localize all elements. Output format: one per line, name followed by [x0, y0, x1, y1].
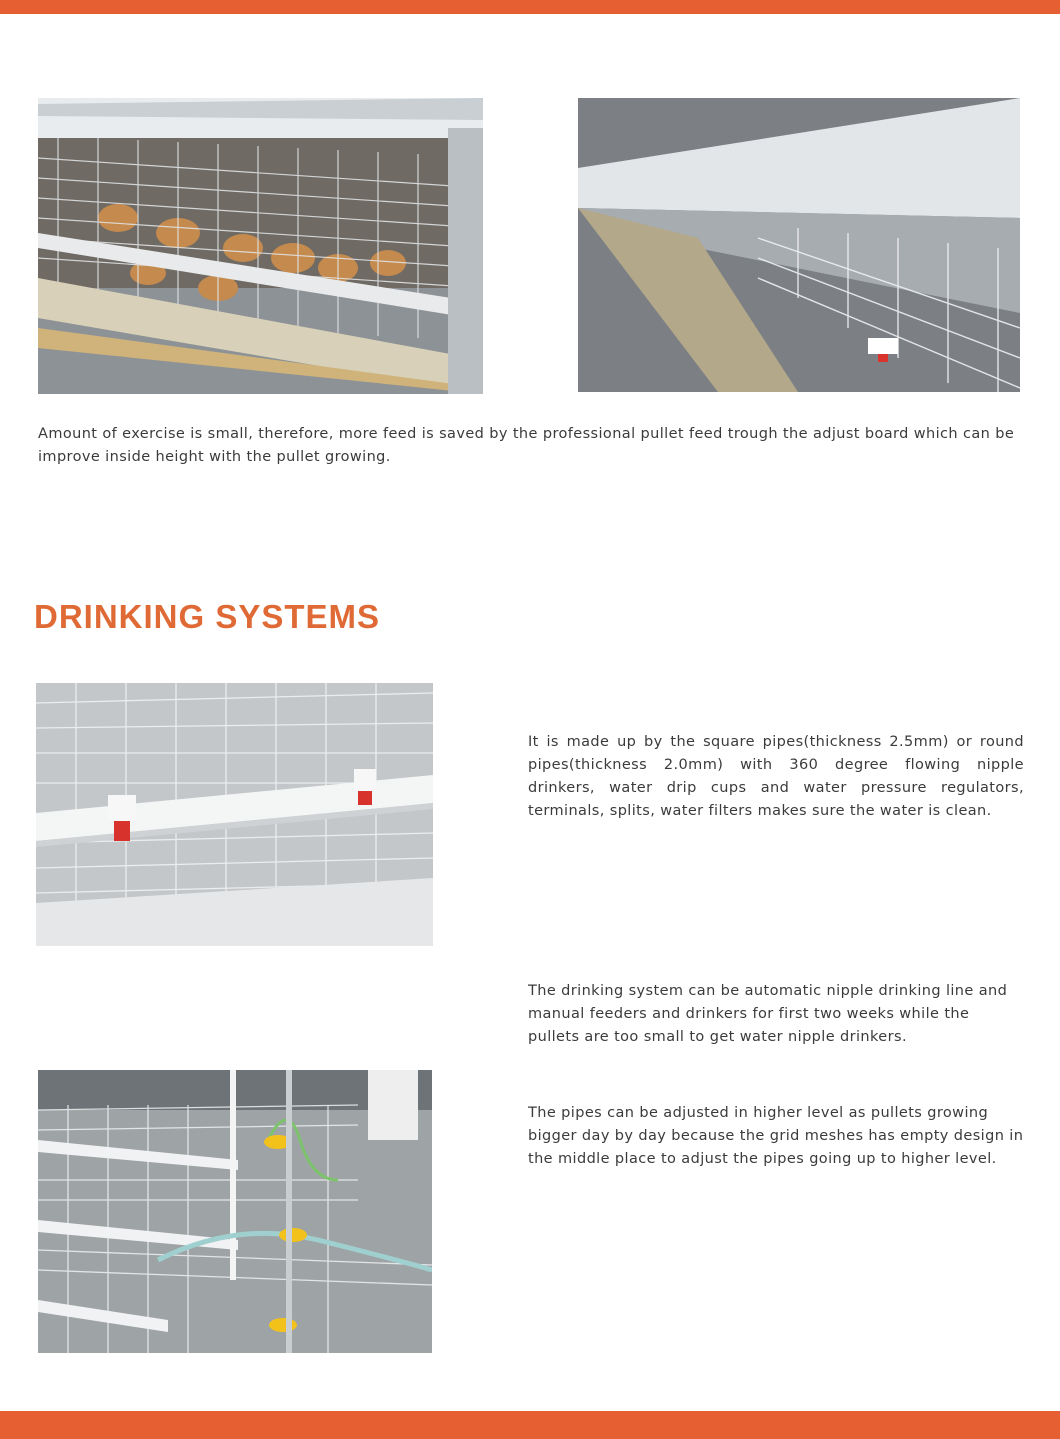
nipple-drinker-photo [36, 683, 433, 946]
drinking-paragraph-3: The pipes can be adjusted in higher level as pullets growing bigger day by day because the grid meshes has empty design in the middle place to adjust the pipes going up to higher level. [528, 1105, 1024, 1167]
top-accent-bar [0, 0, 1060, 14]
drinking-line-photo [38, 1070, 432, 1353]
drinking-paragraph-2: The drinking system can be automatic nipple drinking line and manual feeders and drinkers for first two weeks while the pullets are too small to get water nipple drinkers. [528, 983, 1008, 1045]
feed-trough-photo [578, 98, 1020, 392]
pullet-cage-photo [38, 98, 483, 394]
drinking-paragraph-1: It is made up by the square pipes(thickness 2.5mm) or round pipes(thickness 2.0mm) with 360 degree flowing nipple drinkers, water drip cups and water pressure regulators, terminals, splits, water filters makes sure the water is clean. [528, 734, 1024, 819]
section-title: DRINKING SYSTEMS [34, 598, 381, 635]
bottom-accent-bar [0, 1411, 1060, 1439]
feeding-caption: Amount of exercise is small, therefore, more feed is saved by the professional pullet feed trough the adjust board which can be improve inside height with the pullet growing. [38, 426, 1015, 465]
